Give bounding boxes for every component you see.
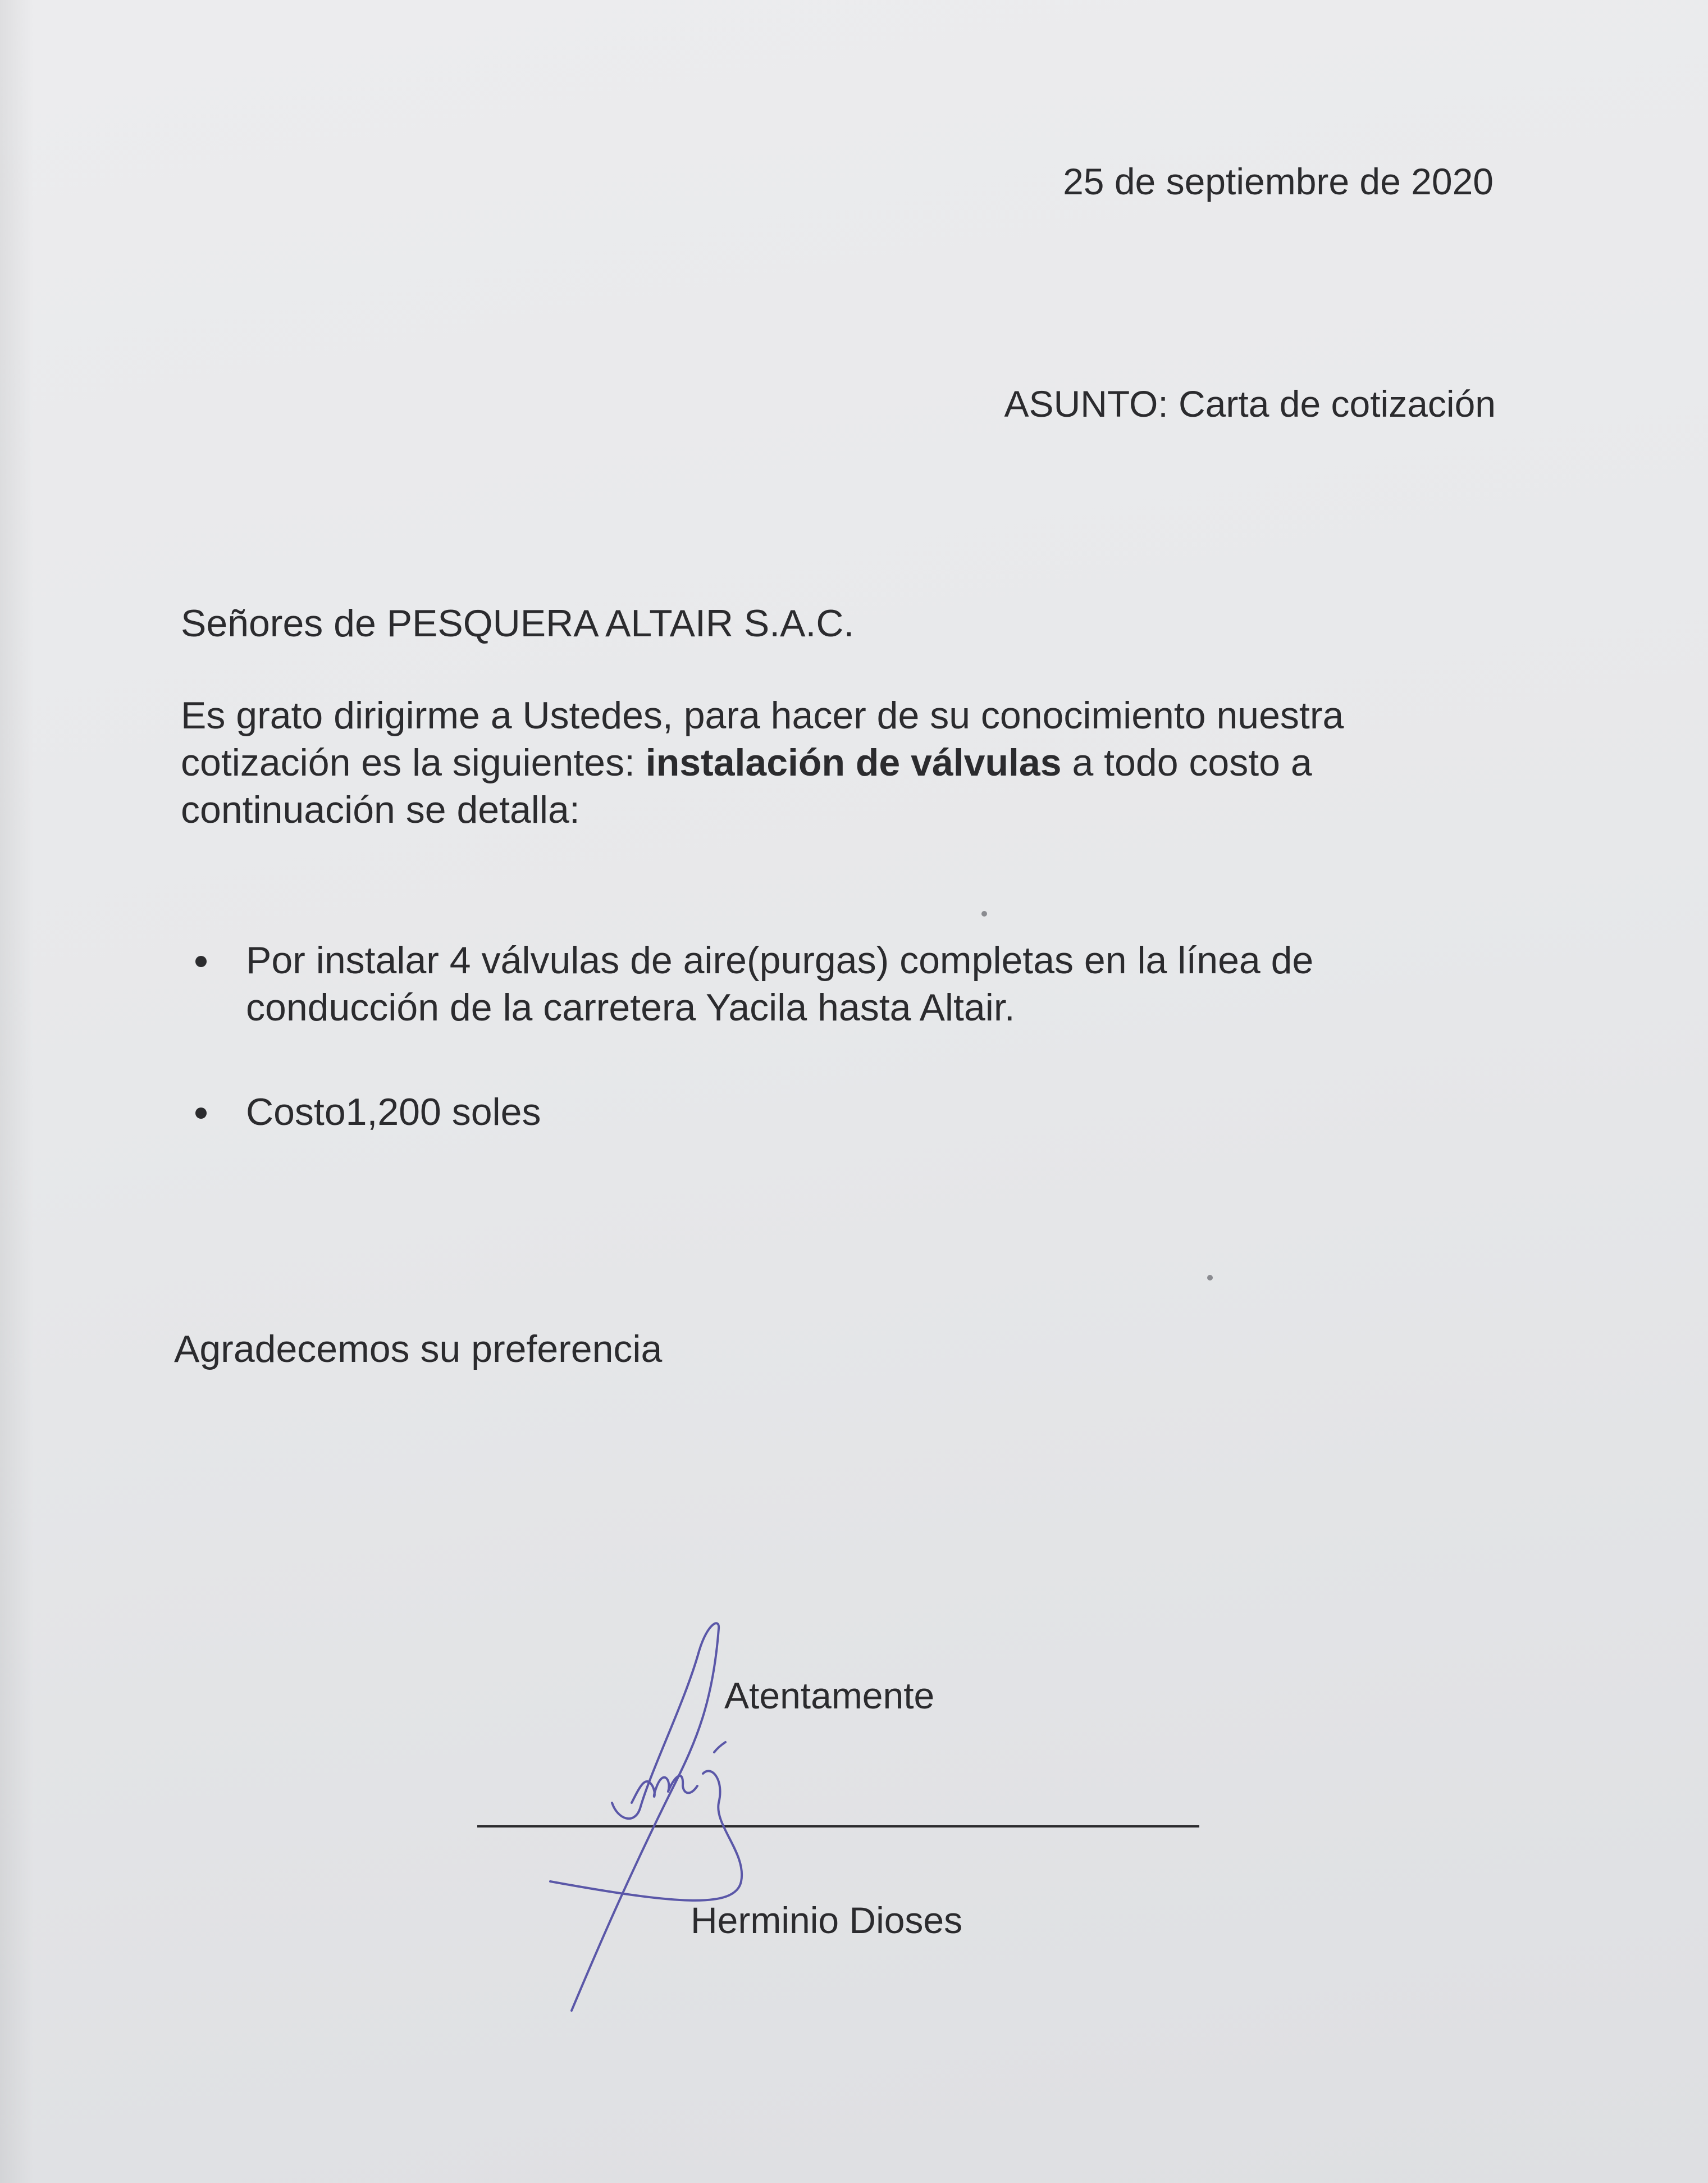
bullet-dot-icon — [195, 956, 207, 967]
list-item-text: Costo1,200 soles — [246, 1091, 541, 1133]
list-item-text: Por instalar 4 válvulas de aire(purgas) completas en la línea de conducción de la carretera Yacila hasta Altair. — [246, 939, 1314, 1029]
paper-speck — [1207, 1275, 1213, 1280]
list-item — [185, 937, 1477, 1031]
letter-subject: ASUNTO: Carta de cotización — [1004, 383, 1496, 425]
signer-name: Herminio Dioses — [691, 1899, 963, 1941]
paper-speck — [981, 911, 987, 917]
handwritten-signature — [505, 1617, 898, 2022]
bullet-dot-icon — [195, 1108, 207, 1119]
body-outro: a todo costo a continuación se detalla: — [181, 741, 1312, 831]
page-shadow — [0, 0, 34, 2183]
list-item — [185, 1088, 1477, 1136]
letter-regards: Atentamente — [724, 1675, 935, 1716]
letter-salutation: Señores de PESQUERA ALTAIR S.A.C. — [181, 602, 855, 645]
body-emphasis: instalación de válvulas — [645, 741, 1062, 784]
body-intro: Es grato dirigirme a Ustedes, para hacer de su conocimiento nuestra cotización es la siguientes: — [181, 694, 1344, 784]
letter-closing: Agradecemos su preferencia — [174, 1328, 663, 1370]
letter-date: 25 de septiembre de 2020 — [1063, 161, 1494, 202]
letter-body — [181, 692, 1444, 833]
quote-items-list — [185, 937, 1477, 1136]
